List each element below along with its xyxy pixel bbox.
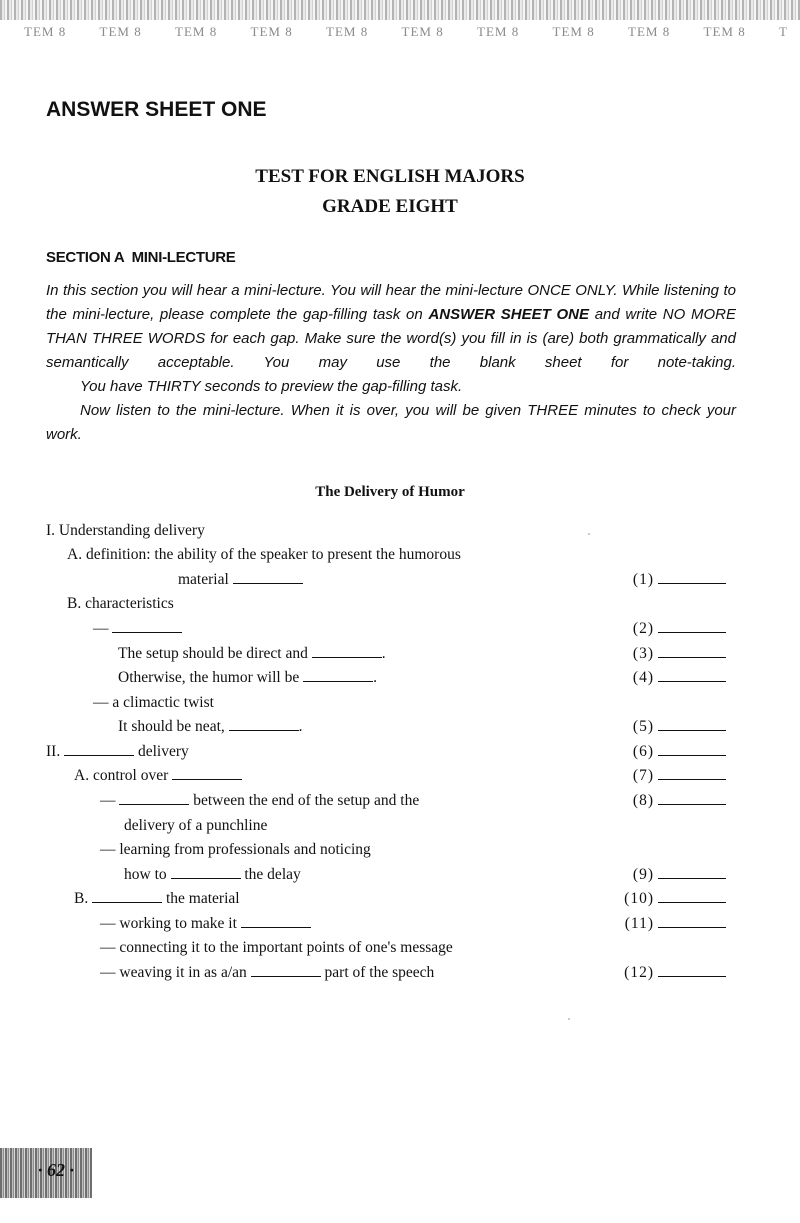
answer-slot-9: [612, 865, 726, 885]
outline-text: —: [93, 620, 109, 637]
test-title: TEST FOR ENGLISH MAJORS: [255, 166, 525, 187]
outline-text: how to: [124, 866, 167, 883]
answer-number: (10): [624, 890, 654, 907]
instructions-paragraph-1: [46, 279, 736, 375]
outline-line: [100, 791, 419, 811]
answer-line[interactable]: [658, 620, 726, 633]
outline-text: II.: [46, 743, 61, 760]
header-mark: TEM 8: [552, 24, 595, 39]
gap-blank: [233, 571, 303, 584]
outline-line: — connecting it to the important points of one's message: [100, 939, 453, 956]
gap-blank: [119, 792, 189, 805]
answer-sheet-title: ANSWER SHEET ONE: [46, 98, 267, 121]
scan-speck: [588, 533, 590, 535]
answer-line[interactable]: [658, 669, 726, 682]
outline-line: [93, 619, 182, 639]
outline-text: material: [178, 571, 229, 588]
answer-line[interactable]: [658, 767, 726, 780]
answer-line[interactable]: [658, 743, 726, 756]
outline-line: A. definition: the ability of the speaker to present the humorous: [67, 546, 461, 563]
answer-line[interactable]: [658, 645, 726, 658]
outline-text: A. control over: [74, 767, 169, 784]
answer-number: (3): [632, 645, 654, 662]
answer-number: (7): [632, 767, 654, 784]
answer-slot-6: [612, 742, 726, 762]
header-mark: TEM 8: [477, 24, 520, 39]
header-mark: TEM 8: [628, 24, 671, 39]
scan-speck: [568, 1018, 570, 1020]
answer-line[interactable]: [658, 915, 726, 928]
answer-slot-5: [612, 717, 726, 737]
answer-number: (1): [632, 571, 654, 588]
outline-text: B.: [74, 890, 89, 907]
gap-blank: [64, 743, 134, 756]
header-mark: T: [779, 24, 788, 39]
answer-line[interactable]: [658, 890, 726, 903]
outline-text: Otherwise, the humor will be: [118, 669, 300, 686]
outline-line: [118, 668, 377, 688]
instructions-text: and write NO MORE THAN THREE WORDS for each gap. Make sure the word(s) you fill in is (are) both grammatically and semantically acceptable. You may use the blank sheet for note-taking.: [46, 306, 736, 371]
answer-number: (11): [624, 915, 654, 932]
answer-number: (4): [632, 669, 654, 686]
outline-line: — a climactic twist: [93, 694, 214, 711]
answer-slot-11: [612, 914, 726, 934]
answer-line[interactable]: [658, 718, 726, 731]
gap-blank: [303, 669, 373, 682]
outline-text: the delay: [244, 866, 301, 883]
outline-text: delivery: [137, 743, 189, 760]
outline-text: — weaving it in as a/an: [100, 964, 247, 981]
outline-text: between the end of the setup and the: [193, 792, 420, 809]
answer-slot-2: [612, 619, 726, 639]
outline-line: [74, 766, 242, 786]
outline-text: part of the speech: [324, 964, 435, 981]
outline-text: .: [373, 669, 377, 686]
outline-text: The setup should be direct and: [118, 645, 308, 662]
answer-number: (6): [632, 743, 654, 760]
answer-line[interactable]: [658, 866, 726, 879]
outline-line: delivery of a punchline: [124, 817, 268, 834]
instructions-paragraph-2: You have THIRTY seconds to preview the gap-filling task.: [80, 378, 463, 395]
outline-line: [124, 865, 301, 885]
outline-line: [118, 717, 303, 737]
answer-number: (9): [632, 866, 654, 883]
gap-blank: [241, 915, 311, 928]
answer-slot-7: [612, 766, 726, 786]
page-number: · 62 ·: [38, 1160, 74, 1180]
answer-number: (5): [632, 718, 654, 735]
answer-slot-12: [612, 963, 726, 983]
outline-line: [74, 889, 240, 909]
answer-slot-1: [612, 570, 726, 590]
instructions-text: In this section you will hear a mini-lecture. You will hear the mini-lecture ONCE ONLY. While listening to the mini-lecture, please complete the gap-filling task on: [46, 282, 736, 323]
header-mark: TEM 8: [99, 24, 142, 39]
answer-sheet-emphasis: ANSWER SHEET ONE: [428, 306, 590, 323]
outline-text: — working to make it: [100, 915, 237, 932]
section-label: SECTION A: [46, 249, 124, 266]
outline-line: [100, 914, 311, 934]
outline-line: [118, 644, 386, 664]
outline-line: — learning from professionals and noticing: [100, 841, 371, 858]
answer-line[interactable]: [658, 571, 726, 584]
header-mark: TEM 8: [175, 24, 218, 39]
answer-slot-3: [612, 644, 726, 664]
outline-text: .: [298, 718, 303, 735]
scan-top-band: [0, 0, 800, 20]
answer-slot-4: [612, 668, 726, 688]
outline-text: —: [100, 792, 116, 809]
header-mark: TEM 8: [703, 24, 746, 39]
gap-blank: [172, 767, 242, 780]
gap-blank: [312, 645, 382, 658]
answer-slot-8: [612, 791, 726, 811]
outline-line: [100, 963, 434, 983]
answer-line[interactable]: [658, 964, 726, 977]
outline-text: .: [381, 645, 386, 662]
section-name: MINI-LECTURE: [131, 249, 236, 266]
section-heading: [46, 249, 236, 266]
header-mark: TEM 8: [250, 24, 293, 39]
instructions: [46, 279, 736, 447]
gap-blank: [171, 866, 241, 879]
answer-number: (2): [632, 620, 654, 637]
outline-line: I. Understanding delivery: [46, 522, 205, 539]
outline-text: the material: [165, 890, 240, 907]
header-mark: TEM 8: [24, 24, 67, 39]
gap-blank: [229, 718, 299, 731]
answer-slot-10: [612, 889, 726, 909]
gap-blank: [92, 890, 162, 903]
outline-title: The Delivery of Humor: [315, 484, 465, 500]
gap-blank: [251, 964, 321, 977]
answer-line[interactable]: [658, 792, 726, 805]
running-header: [0, 24, 800, 44]
answer-number: (8): [632, 792, 654, 809]
outline-line: [178, 570, 303, 590]
header-mark: TEM 8: [401, 24, 444, 39]
grade-title: GRADE EIGHT: [322, 196, 458, 217]
instructions-paragraph-3: Now listen to the mini-lecture. When it is over, you will be given THREE minutes to check your work.: [46, 402, 736, 443]
gap-blank: [112, 620, 182, 633]
outline-text: It should be neat,: [118, 718, 225, 735]
outline-line: B. characteristics: [67, 595, 174, 612]
header-mark: TEM 8: [326, 24, 369, 39]
answer-number: (12): [624, 964, 654, 981]
outline-line: [46, 742, 189, 762]
